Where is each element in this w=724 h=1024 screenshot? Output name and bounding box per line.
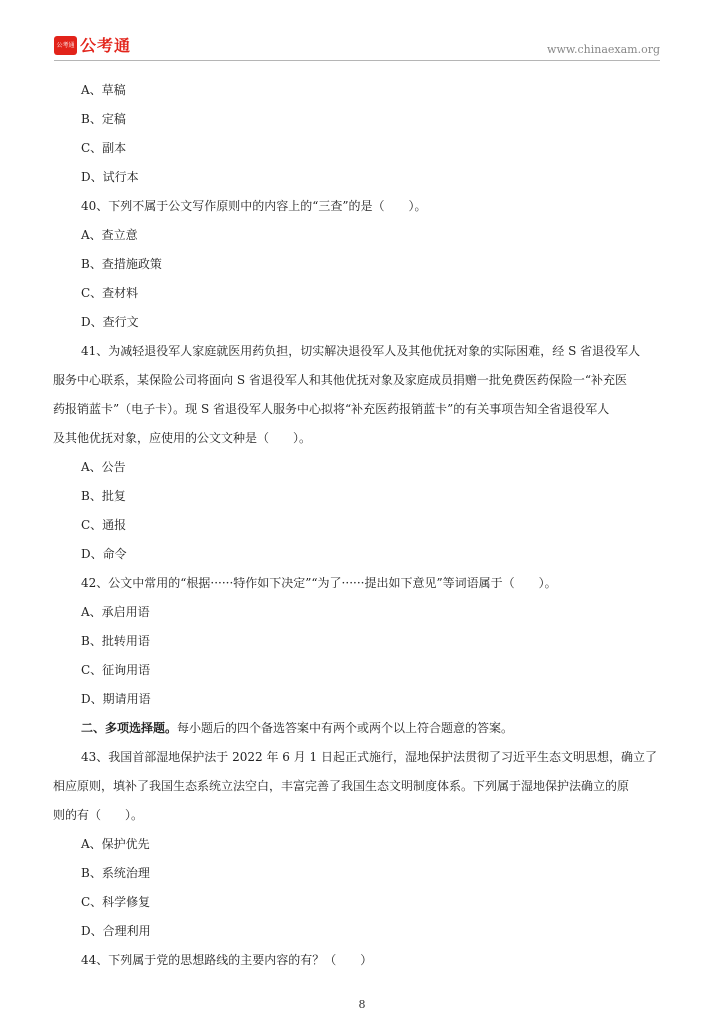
q41-stem-line-1: 41、为减轻退役军人家庭就医用药负担，切实解决退役军人及其他优抚对象的实际困难，经 S 省退役军人	[81, 344, 641, 358]
section-description: 每小题后的四个备选答案中有两个或两个以上符合题意的答案。	[177, 721, 514, 735]
q40-option-a: A、查立意	[81, 228, 138, 242]
page-header	[0, 0, 724, 60]
section-heading	[81, 714, 671, 743]
q40-option-b: B、查措施政策	[81, 257, 162, 271]
q43-stem-line-1: 43、我国首部湿地保护法于 2022 年 6 月 1 日起正式施行，湿地保护法贯彻了习近平生态文明思想，确立了	[81, 750, 657, 764]
q42-option-a: A、承启用语	[81, 605, 150, 619]
q43-option-d: D、合理利用	[81, 924, 151, 938]
q43-stem-line-3: 则的有（ ）。	[53, 808, 144, 822]
q44-stem: 44、下列属于党的思想路线的主要内容的有？（ ）	[81, 953, 373, 967]
q43-option-b: B、系统治理	[81, 866, 150, 880]
q39-option-d: D、试行本	[81, 170, 139, 184]
q43-option-c: C、科学修复	[81, 895, 151, 909]
q41-stem-line-3: 药报销蓝卡”（电子卡）。现 S 省退役军人服务中心拟将“补充医药报销蓝卡”的有关事项告知全省退役军人	[53, 402, 610, 416]
q42-option-d: D、期请用语	[81, 692, 151, 706]
q42-stem: 42、公文中常用的“根据······特作如下决定”“为了······提出如下意见”等词语属于（ ）。	[81, 576, 557, 590]
logo-text: 公考通	[80, 36, 132, 55]
q43-option-a: A、保护优先	[81, 837, 150, 851]
q41-option-b: B、批复	[81, 489, 126, 503]
q42-option-b: B、批转用语	[81, 634, 150, 648]
q42-option-c: C、征询用语	[81, 663, 151, 677]
q39-option-a: A、草稿	[81, 83, 126, 97]
logo-icon: 公考通	[54, 36, 77, 55]
q40-option-d: D、查行文	[81, 315, 139, 329]
q39-option-c: C、副本	[81, 141, 127, 155]
q39-option-b: B、定稿	[81, 112, 126, 126]
header-divider	[54, 60, 660, 61]
site-url: www.chinaexam.org	[547, 43, 660, 56]
q41-option-c: C、通报	[81, 518, 127, 532]
section-title: 二、多项选择题。	[81, 721, 178, 735]
document-body	[53, 76, 671, 975]
q43-stem-line-2: 相应原则，填补了我国生态系统立法空白，丰富完善了我国生态文明制度体系。下列属于湿地保护法确立的原	[53, 779, 630, 793]
q41-stem-line-4: 及其他优抚对象，应使用的公文文种是（ ）。	[53, 431, 312, 445]
q40-stem: 40、下列不属于公文写作原则中的内容上的“三查”的是（ ）。	[81, 199, 427, 213]
q41-stem-line-2: 服务中心联系，某保险公司将面向 S 省退役军人和其他优抚对象及家庭成员捐赠一批免费医药保险一“补充医	[53, 373, 627, 387]
q41-option-a: A、公告	[81, 460, 126, 474]
q41-option-d: D、命令	[81, 547, 127, 561]
q40-option-c: C、查材料	[81, 286, 139, 300]
page-number: 8	[358, 998, 366, 1011]
